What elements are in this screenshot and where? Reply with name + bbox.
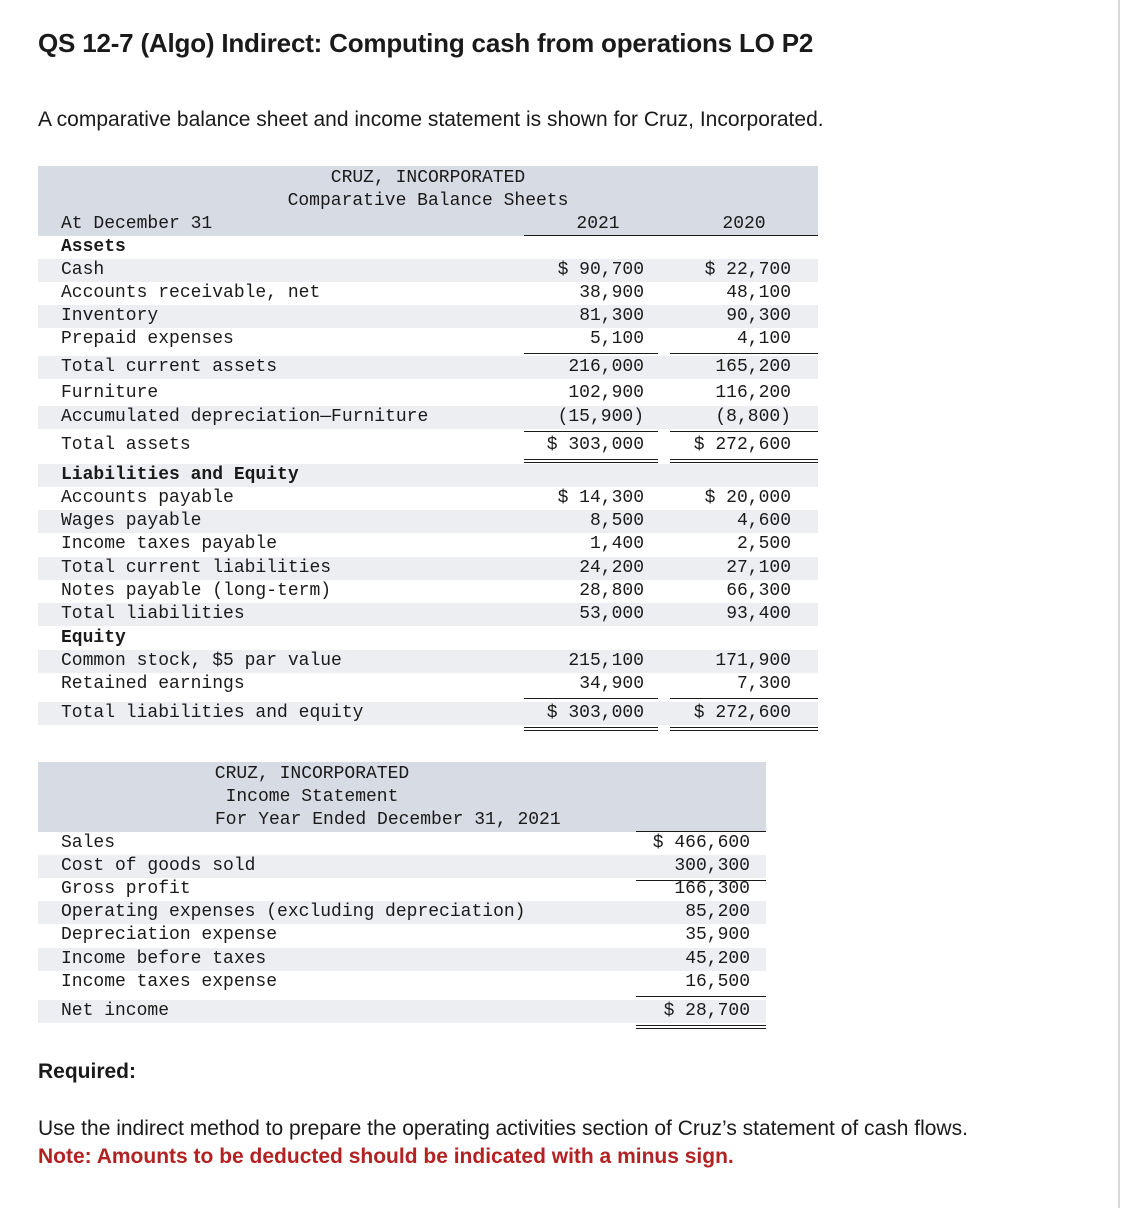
table-row [38, 603, 818, 626]
table-row [38, 305, 818, 328]
section-heading: Assets [61, 237, 126, 257]
value-2020: $ 272,600 [693, 435, 791, 455]
double-underline [524, 462, 658, 463]
value-2020: 93,400 [726, 604, 791, 624]
table-row [38, 282, 818, 305]
table-row [38, 580, 818, 603]
table-row [38, 650, 818, 673]
row-label: Notes payable (long-term) [61, 581, 332, 601]
row-label: Accumulated depreciation—Furniture [61, 407, 429, 427]
table-row [38, 382, 818, 405]
value-2020: $ 272,600 [693, 703, 791, 723]
is-period: For Year Ended December 31, 2021 [215, 810, 561, 830]
instruction-text: Use the indirect method to prepare the operating activities section of Cruz’s statement of cash flows. [38, 1117, 968, 1140]
value-2021: 34,900 [579, 674, 644, 694]
section-heading-row [38, 627, 818, 650]
value-2021: 215,100 [568, 651, 644, 671]
row-label: Income before taxes [61, 949, 267, 969]
table-row [38, 673, 818, 696]
bs-date-label: At December 31 [61, 214, 213, 234]
row-label: Total current liabilities [61, 558, 332, 578]
value-2020: 27,100 [726, 558, 791, 578]
value-2021: 38,900 [579, 283, 644, 303]
row-value: 35,900 [685, 925, 750, 945]
double-underline [670, 730, 818, 731]
row-label: Inventory [61, 306, 159, 326]
page-title: QS 12-7 (Algo) Indirect: Computing cash from operations LO P2 [38, 28, 814, 58]
table-row [38, 832, 766, 855]
row-label: Total assets [61, 435, 191, 455]
row-label: Accounts receivable, net [61, 283, 321, 303]
row-label: Wages payable [61, 511, 202, 531]
table-row [38, 971, 766, 994]
value-2020: (8,800) [715, 407, 791, 427]
double-underline [670, 462, 818, 463]
table-row [38, 901, 766, 924]
value-2021: 53,000 [579, 604, 644, 624]
table-row [38, 924, 766, 947]
value-2021: $ 90,700 [557, 260, 644, 280]
table-row [38, 328, 818, 351]
row-label: Net income [61, 1001, 170, 1021]
value-2020: $ 22,700 [704, 260, 791, 280]
table-row [38, 1000, 766, 1023]
double-underline [524, 727, 658, 728]
is-statement-text: Income Statement [225, 787, 399, 807]
table-row [38, 259, 818, 282]
value-2020: 4,100 [736, 329, 791, 349]
table-row [38, 406, 818, 429]
value-2021: $ 14,300 [557, 488, 644, 508]
row-label: Accounts payable [61, 488, 234, 508]
single-underline [524, 431, 658, 432]
row-label: Prepaid expenses [61, 329, 234, 349]
value-2021: 24,200 [579, 558, 644, 578]
table-row [38, 557, 818, 580]
double-underline [636, 1028, 766, 1029]
value-2020: 165,200 [715, 357, 791, 377]
table-row [38, 533, 818, 556]
table-row [38, 487, 818, 510]
table-row [38, 702, 818, 725]
value-2021: 5,100 [589, 329, 644, 349]
value-2021: 1,400 [589, 534, 644, 554]
row-label: Income taxes expense [61, 972, 278, 992]
row-label: Cash [61, 260, 105, 280]
double-underline [524, 730, 658, 731]
table-row [38, 434, 818, 457]
row-label: Retained earnings [61, 674, 245, 694]
table-row [38, 948, 766, 971]
single-underline [670, 353, 818, 354]
single-underline [524, 698, 658, 699]
single-underline [636, 996, 766, 997]
row-value: 45,200 [685, 949, 750, 969]
row-label: Income taxes payable [61, 534, 278, 554]
value-2021: 8,500 [589, 511, 644, 531]
row-value: $ 466,600 [652, 833, 750, 853]
intro-text: A comparative balance sheet and income statement is shown for Cruz, Incorporated. [38, 108, 824, 131]
row-label: Cost of goods sold [61, 856, 256, 876]
section-heading: Equity [61, 628, 126, 648]
row-label: Total current assets [61, 357, 278, 377]
value-2020: 2,500 [736, 534, 791, 554]
row-label: Gross profit [61, 879, 191, 899]
table-row [38, 878, 766, 901]
value-2021: 216,000 [568, 357, 644, 377]
value-2020: 48,100 [726, 283, 791, 303]
bs-year-2021: 2021 [576, 214, 620, 234]
row-label: Furniture [61, 383, 159, 403]
bs-company-name: CRUZ, INCORPORATED [330, 168, 526, 188]
value-2020: 90,300 [726, 306, 791, 326]
section-heading-row [38, 236, 818, 259]
value-2021: 28,800 [579, 581, 644, 601]
double-underline [670, 727, 818, 728]
value-2020: $ 20,000 [704, 488, 791, 508]
value-2020: 7,300 [736, 674, 791, 694]
value-2020: 171,900 [715, 651, 791, 671]
value-2021: 81,300 [579, 306, 644, 326]
row-label: Total liabilities and equity [61, 703, 364, 723]
single-underline [670, 698, 818, 699]
note-text: Note: Amounts to be deducted should be indicated with a minus sign. [38, 1145, 734, 1168]
row-value: 16,500 [685, 972, 750, 992]
value-2020: 116,200 [715, 383, 791, 403]
row-value: 85,200 [685, 902, 750, 922]
row-label: Sales [61, 833, 116, 853]
required-heading: Required: [38, 1060, 137, 1083]
double-underline [670, 459, 818, 460]
single-underline [524, 353, 658, 354]
row-value: 166,300 [674, 879, 750, 899]
is-company-name [38, 763, 766, 786]
value-2021: $ 303,000 [546, 703, 644, 723]
value-2021: (15,900) [557, 407, 644, 427]
right-border [1118, 0, 1120, 1208]
row-label: Common stock, $5 par value [61, 651, 342, 671]
row-value: 300,300 [674, 856, 750, 876]
value-2021: 102,900 [568, 383, 644, 403]
table-row [38, 510, 818, 533]
row-value: $ 28,700 [663, 1001, 750, 1021]
row-label: Depreciation expense [61, 925, 278, 945]
double-underline [636, 1025, 766, 1026]
table-row [38, 356, 818, 379]
section-heading-row [38, 464, 818, 487]
is-company-text: CRUZ, INCORPORATED [214, 764, 410, 784]
is-statement-name [38, 786, 766, 809]
bs-year-2020: 2020 [722, 214, 766, 234]
double-underline [524, 459, 658, 460]
value-2020: 66,300 [726, 581, 791, 601]
row-label: Operating expenses (excluding depreciation) [61, 902, 526, 922]
value-2020: 4,600 [736, 511, 791, 531]
single-underline [670, 431, 818, 432]
section-heading: Liabilities and Equity [61, 465, 299, 485]
table-row [38, 855, 766, 878]
bs-statement-name: Comparative Balance Sheets [287, 191, 569, 211]
value-2021: $ 303,000 [546, 435, 644, 455]
row-label: Total liabilities [61, 604, 245, 624]
